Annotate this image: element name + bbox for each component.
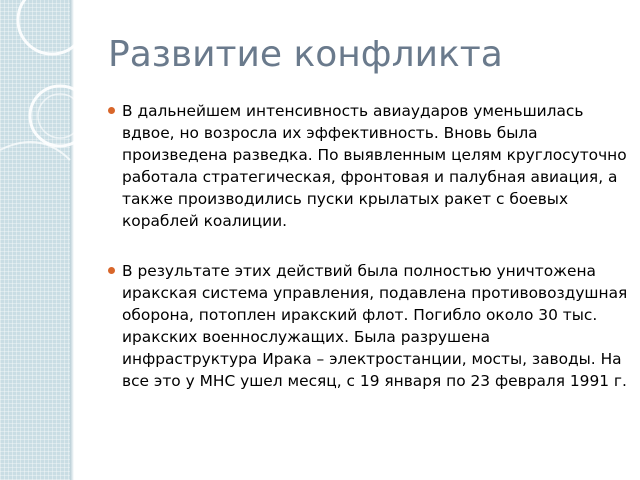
bullet-item (108, 260, 628, 392)
side-band-edge (70, 0, 74, 480)
slide-title: Развитие конфликта (108, 34, 503, 75)
bullet-dot-icon (108, 107, 115, 114)
bullet-text: В дальнейшем интенсивность авиаударов уменьшилась вдвое, но возросла их эффективность. Вновь была произведена разведка. По выявленным целям круглосуточно работала стратегическая, фронтовая и палубная авиация, а также производились пуски крылатых ракет с боевых кораблей коалиции. (122, 102, 627, 230)
bullet-dot-icon (108, 267, 115, 274)
bullet-list (108, 100, 628, 392)
decorative-side-band (0, 0, 72, 480)
bullet-text: В результате этих действий была полностью уничтожена иракская система управления, подавлена противовоздушная оборона, потоплен иракский флот. Погибло около 30 тыс. иракских военнослужащих. Была разрушена инфраструктура Ирака – электростанции, мосты, заводы. На все это у МНС ушел месяц, с 19 января по 23 февраля 1991 г. (122, 262, 628, 390)
bullet-item (108, 100, 628, 232)
